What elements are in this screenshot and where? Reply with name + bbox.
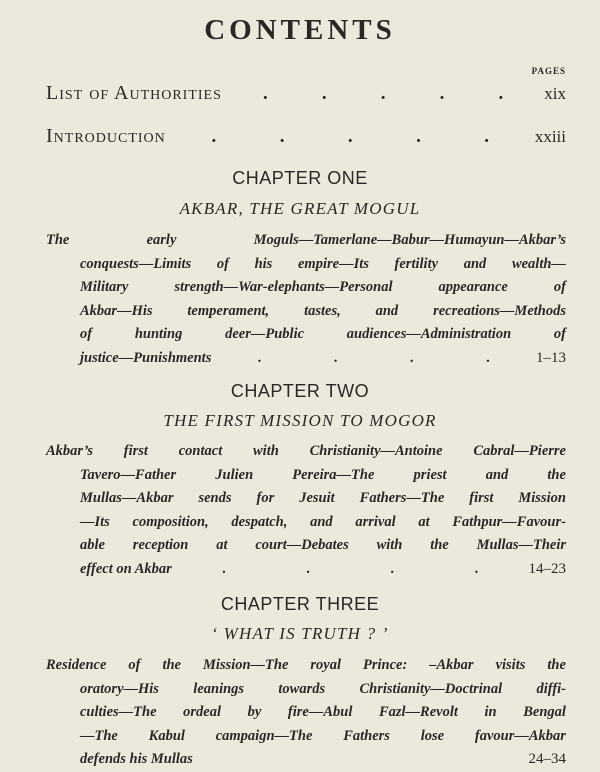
synopsis-word: and — [485, 466, 509, 483]
synopsis-line — [46, 678, 566, 702]
synopsis-word: strength—War-elephants—Personal — [174, 279, 393, 296]
synopsis-word: Jesuit — [299, 490, 335, 507]
synopsis-line — [46, 701, 566, 725]
synopsis-word: ordeal — [183, 704, 221, 721]
leader-dots: . . . . — [222, 560, 479, 577]
synopsis-word: wealth— — [511, 255, 566, 272]
synopsis-word: Tavero—Father — [80, 466, 177, 483]
chapter-pages: 1–13 — [536, 349, 566, 366]
synopsis-word: the — [547, 657, 566, 673]
synopsis-word: Fathers — [343, 727, 390, 744]
synopsis-line-text: effect on Akbar — [80, 560, 172, 577]
leader-dots: . . . . — [257, 349, 490, 366]
chapter-synopsis — [46, 229, 566, 371]
synopsis-line — [46, 487, 566, 511]
synopsis-word: priest — [413, 466, 447, 483]
synopsis-word: Prince: — [362, 657, 408, 673]
synopsis-word: Julien — [215, 466, 254, 483]
synopsis-word: campaign—The — [215, 727, 313, 744]
chapter-pages: 24–34 — [528, 751, 566, 768]
synopsis-word: his — [254, 255, 273, 272]
synopsis-word: visits — [495, 657, 526, 673]
synopsis-line-text: defends his Mullas — [80, 751, 193, 768]
entry-page: xxiii — [534, 127, 566, 146]
synopsis-word: Bengal — [523, 704, 566, 721]
synopsis-word: the — [162, 657, 181, 673]
synopsis-word: despatch, — [231, 513, 288, 530]
synopsis-word: first — [123, 443, 148, 459]
synopsis-word: of — [216, 255, 229, 272]
chapter-synopsis — [46, 654, 566, 772]
synopsis-word: hunting — [134, 326, 183, 343]
front-matter-entry — [46, 82, 566, 110]
synopsis-word: towards — [278, 680, 326, 697]
synopsis-word: Mission — [518, 490, 566, 507]
synopsis-word: Military — [80, 279, 129, 296]
synopsis-line — [46, 300, 566, 324]
synopsis-word: the — [430, 537, 449, 554]
synopsis-word: Cabral—Pierre — [473, 443, 566, 459]
synopsis-word: The — [46, 232, 70, 248]
synopsis-line — [46, 464, 566, 488]
leader-dots: . . . . . — [211, 126, 490, 147]
synopsis-word: Pereira—The — [292, 466, 375, 483]
front-matter-entry — [46, 125, 566, 153]
synopsis-word: for — [256, 490, 275, 507]
synopsis-word: –Akbar — [429, 657, 474, 673]
synopsis-line — [46, 558, 566, 582]
synopsis-word: Fathers—The — [359, 490, 445, 507]
synopsis-word: at — [216, 537, 228, 554]
synopsis-word: Akbar—His — [80, 302, 153, 319]
synopsis-word: Fathpur—Favour- — [452, 513, 566, 530]
synopsis-word: diffi- — [536, 680, 566, 697]
synopsis-word: lose — [420, 727, 445, 744]
synopsis-word: reception — [132, 537, 189, 554]
synopsis-word: favour—Akbar — [474, 727, 566, 744]
synopsis-word: Akbar’s — [46, 443, 93, 459]
synopsis-line-text: justice—Punishments — [80, 349, 212, 366]
synopsis-word: of — [80, 326, 93, 343]
synopsis-word: first — [469, 490, 494, 507]
synopsis-line — [46, 229, 566, 253]
synopsis-line — [46, 748, 566, 772]
synopsis-word: composition, — [132, 513, 209, 530]
synopsis-word: culties—The — [80, 704, 157, 721]
synopsis-word: able — [80, 537, 105, 554]
chapter-heading: CHAPTER TWO — [230, 381, 370, 401]
synopsis-word: Kabul — [148, 727, 185, 744]
chapter-heading: CHAPTER THREE — [220, 594, 380, 614]
synopsis-word: in — [484, 704, 497, 721]
synopsis-line — [46, 511, 566, 535]
leader-dots — [193, 748, 529, 772]
chapter-title: AKBAR, THE GREAT MOGUL — [179, 199, 421, 218]
synopsis-word: deer—Public — [225, 326, 305, 343]
synopsis-word: fertility — [394, 255, 439, 272]
synopsis-word: leanings — [193, 680, 245, 697]
leader-dots: . . . . . — [262, 83, 504, 104]
synopsis-word: the — [547, 466, 566, 483]
synopsis-word: appearance — [438, 279, 508, 296]
synopsis-word: contact — [178, 443, 223, 459]
chapter-heading: CHAPTER ONE — [232, 168, 368, 188]
synopsis-word: —Its — [80, 513, 110, 530]
synopsis-word: and — [463, 255, 487, 272]
synopsis-word: Christianity—Doctrinal — [359, 680, 503, 697]
synopsis-word: at — [418, 513, 430, 530]
synopsis-word: oratory—His — [80, 680, 159, 697]
synopsis-word: tastes, — [304, 302, 341, 319]
synopsis-word: and — [310, 513, 333, 530]
synopsis-word: Mullas—Akbar — [80, 490, 174, 507]
synopsis-word: with — [376, 537, 403, 554]
chapter-pages: 14–23 — [528, 560, 566, 577]
synopsis-word: of — [553, 279, 566, 296]
entry-label: List of Authorities — [46, 82, 222, 104]
entry-label: Introduction — [46, 125, 166, 147]
synopsis-word: of — [128, 657, 141, 673]
synopsis-line — [46, 725, 566, 749]
synopsis-line — [46, 276, 566, 300]
synopsis-line — [46, 347, 566, 371]
pages-column-header: PAGES — [531, 66, 566, 76]
synopsis-word: with — [253, 443, 279, 459]
synopsis-word: Fazl—Revolt — [378, 704, 458, 721]
synopsis-word: —The — [80, 727, 118, 744]
entry-page: xix — [544, 84, 566, 103]
page-title: CONTENTS — [204, 14, 396, 46]
synopsis-word: court—Debates — [255, 537, 349, 554]
synopsis-line — [46, 534, 566, 558]
synopsis-word: Residence — [46, 657, 107, 673]
synopsis-word: sends — [198, 490, 232, 507]
synopsis-line — [46, 323, 566, 347]
synopsis-word: arrival — [355, 513, 396, 530]
synopsis-word: temperament, — [187, 302, 270, 319]
synopsis-word: Moguls—Tamerlane—Babur—Humayun—Akbar’s — [253, 232, 566, 248]
synopsis-word: conquests—Limits — [80, 255, 192, 272]
synopsis-word: fire—Abul — [287, 704, 353, 721]
chapter-title: THE FIRST MISSION TO MOGOR — [163, 411, 437, 430]
synopsis-word: and — [375, 302, 399, 319]
synopsis-word: audiences—Administration — [346, 326, 512, 343]
synopsis-word: Mullas—Their — [476, 537, 566, 554]
synopsis-word: Mission—The — [202, 657, 289, 673]
chapter-synopsis — [46, 440, 566, 582]
synopsis-line — [46, 440, 566, 464]
synopsis-word: of — [553, 326, 566, 343]
synopsis-word: royal — [310, 657, 341, 673]
synopsis-line — [46, 253, 566, 277]
synopsis-word: recreations—Methods — [433, 302, 566, 319]
synopsis-word: by — [247, 704, 262, 721]
chapter-title: ‘ WHAT IS TRUTH ? ’ — [211, 624, 389, 643]
synopsis-word: empire—Its — [298, 255, 369, 272]
synopsis-word: early — [146, 232, 177, 248]
synopsis-word: Christianity—Antoine — [309, 443, 443, 459]
synopsis-line — [46, 654, 566, 678]
